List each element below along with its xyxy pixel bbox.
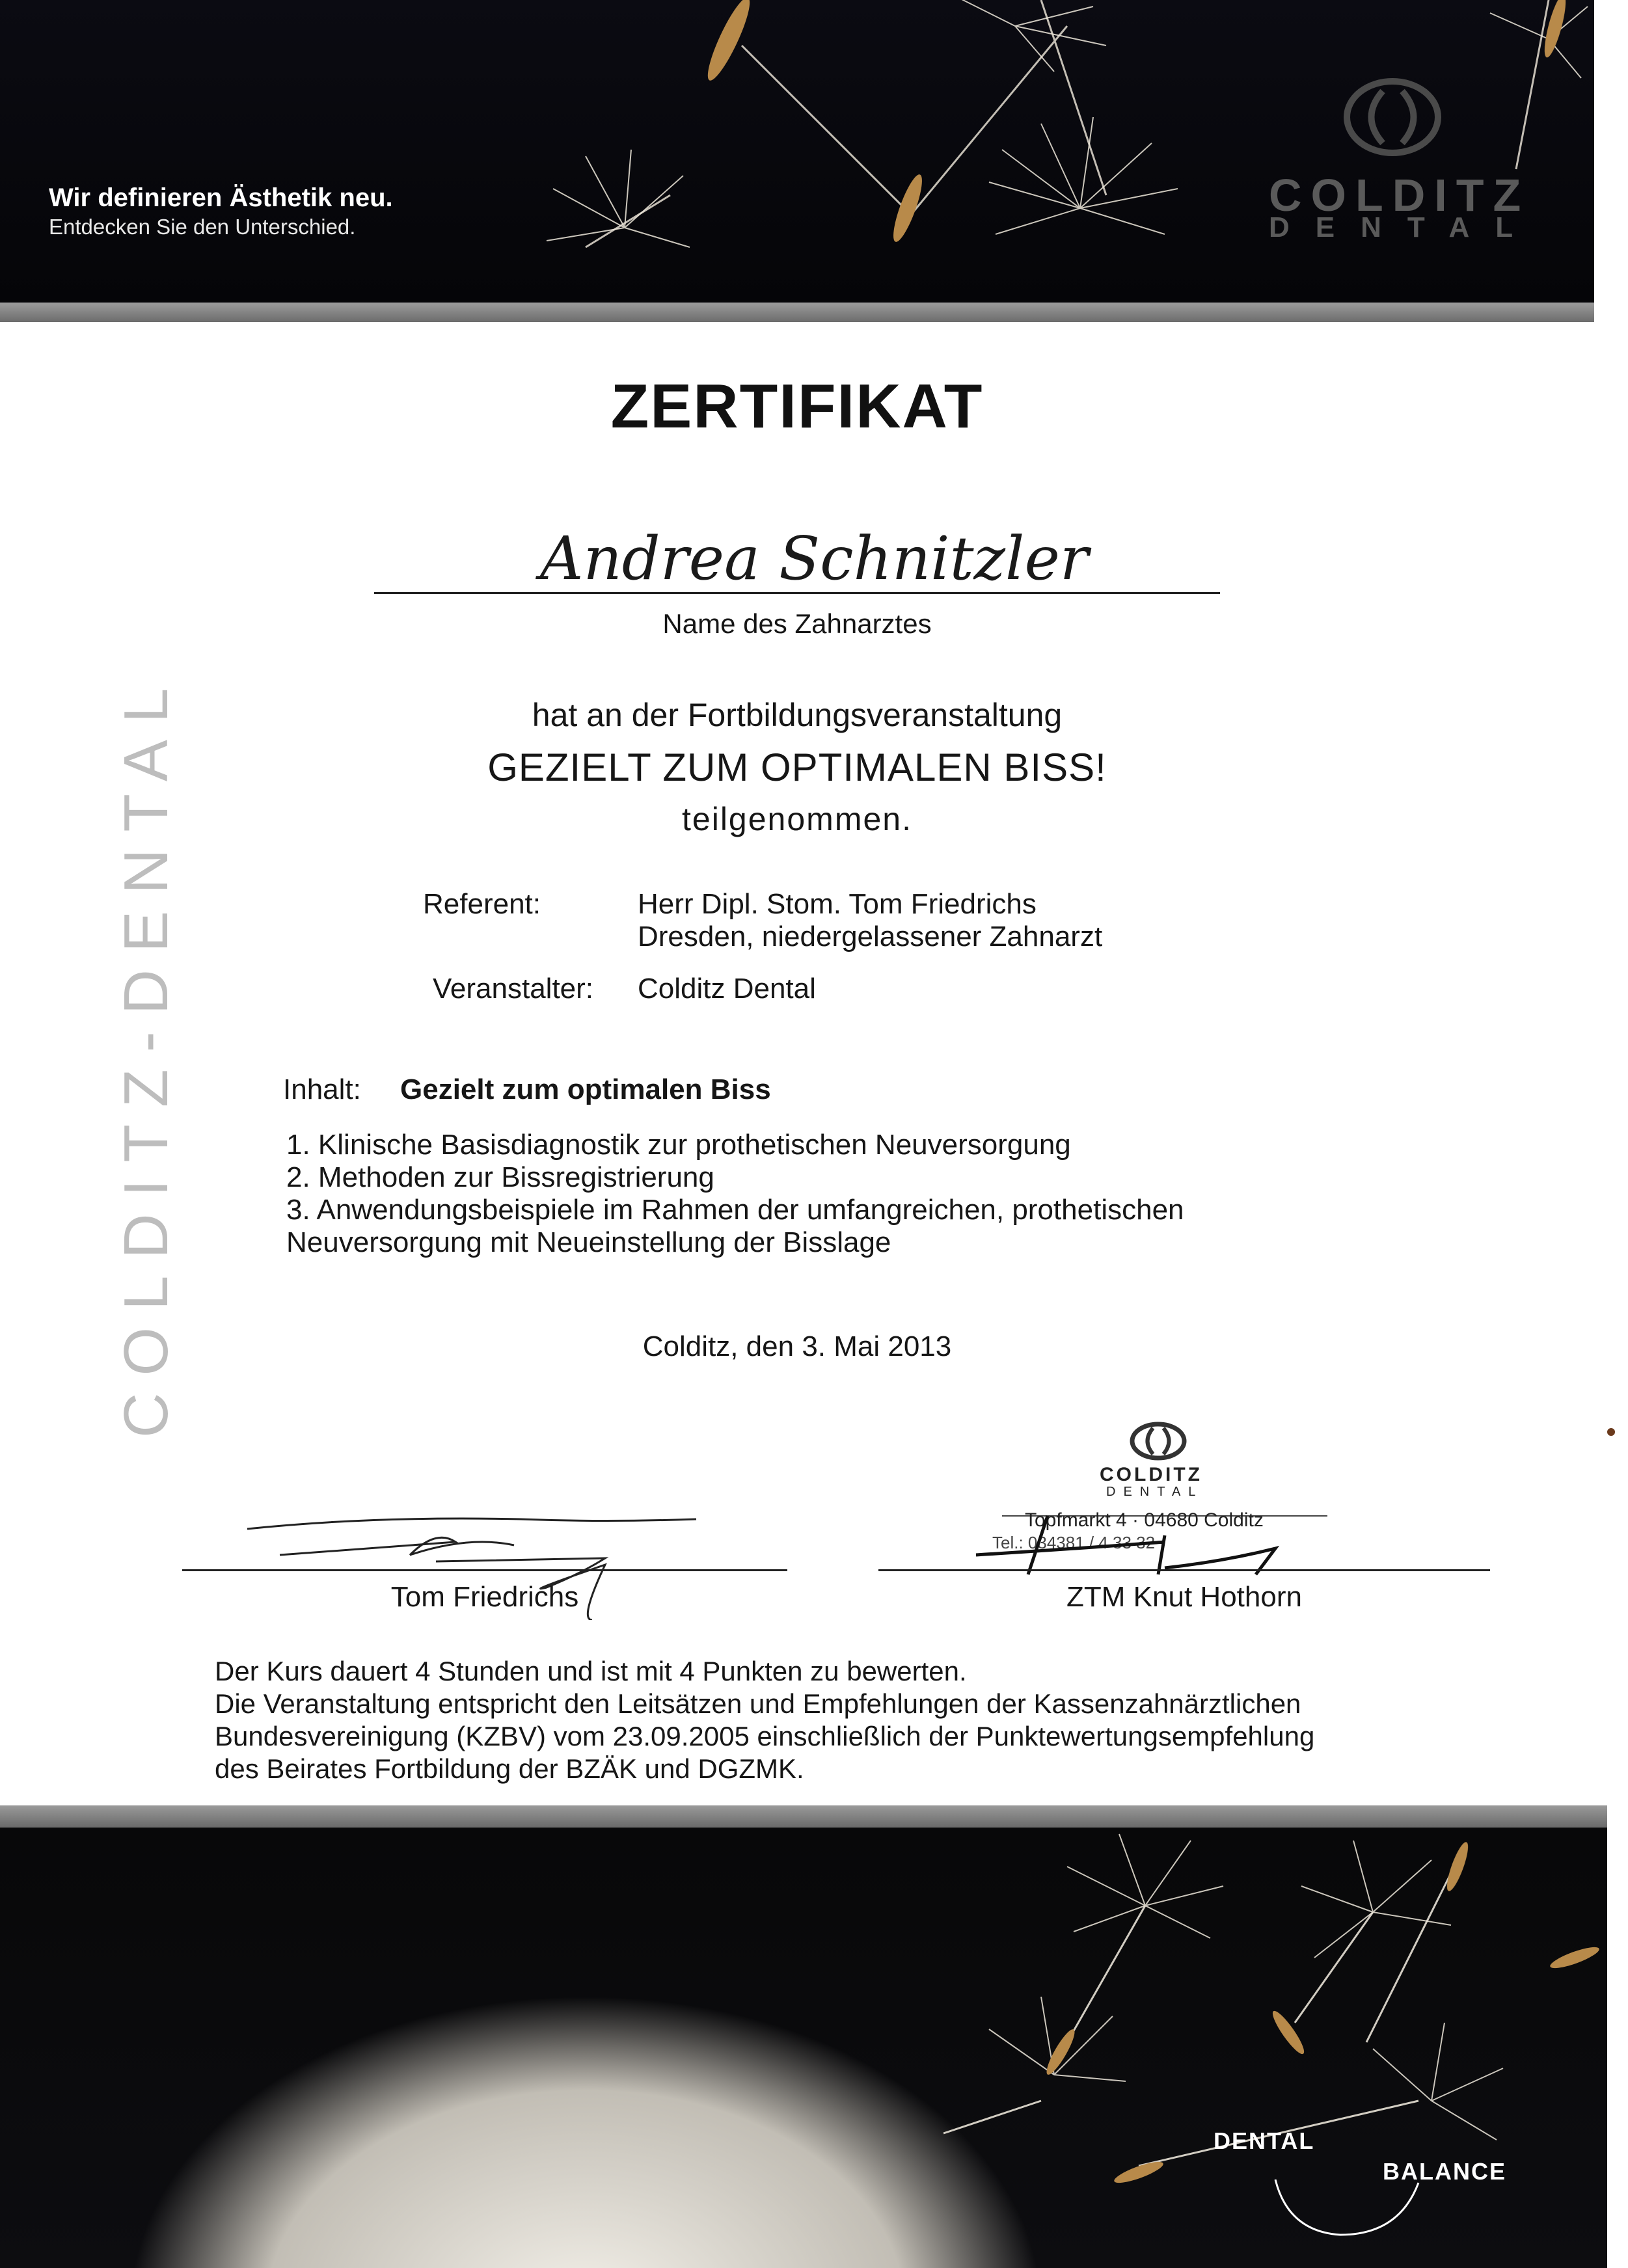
content-title: Gezielt zum optimalen Biss (400, 1073, 771, 1105)
bottom-grey-band (0, 1805, 1607, 1828)
stamp-brand: COLDITZ (1100, 1464, 1202, 1485)
organizer-value: Colditz Dental (638, 973, 816, 1005)
signature-name-right: ZTM Knut Hothorn (1066, 1581, 1302, 1613)
dental-balance-word-2: BALANCE (1383, 2158, 1506, 2185)
footnote-line: des Beirates Fortbildung der BZÄK und DGZMK. (215, 1753, 804, 1784)
content-label: Inhalt: (283, 1073, 361, 1105)
intro-line-2: teilgenommen. (682, 801, 912, 837)
referent-name: Herr Dipl. Stom. Tom Friedrichs (638, 888, 1037, 920)
participant-signature-text: Andrea Schnitzler (540, 524, 1089, 593)
name-underline (374, 592, 1220, 594)
participant-signature-drawing (534, 514, 1119, 599)
referent-label: Referent: (423, 888, 541, 920)
signature-right-drawing (950, 1464, 1314, 1581)
certificate-title: ZERTIFIKAT (610, 371, 984, 441)
participant-signature (534, 514, 1119, 599)
stamp-phone: Tel.: 034381 / 4 33 32 (992, 1533, 1156, 1552)
organizer-label: Veranstalter: (433, 973, 594, 1005)
scan-speck (1607, 1428, 1615, 1436)
event-title: GEZIELT ZUM OPTIMALEN BISS! (487, 746, 1107, 789)
footnote-line: Der Kurs dauert 4 Stunden und ist mit 4 Punkten zu bewerten. (215, 1656, 967, 1686)
colditz-logo (1262, 72, 1540, 267)
side-brand-text: COLDITZ-DENTAL (111, 671, 181, 1438)
signature-line-left (182, 1569, 787, 1571)
content-item: 2. Methoden zur Bissregistrierung (286, 1161, 714, 1193)
content-item: 3. Anwendungsbeispiele im Rahmen der umfangreichen, prothetischen (286, 1194, 1184, 1226)
stamp-address: Topfmarkt 4 · 04680 Colditz (1025, 1509, 1264, 1531)
footnote-line: Bundesvereinigung (KZBV) vom 23.09.2005 einschließlich der Punktewertungsempfehlung (215, 1721, 1315, 1751)
signature-line-right (878, 1569, 1490, 1571)
footnote-line: Die Veranstaltung entspricht den Leitsätzen und Empfehlungen der Kassenzahnärztlichen (215, 1688, 1301, 1719)
name-caption: Name des Zahnarztes (662, 608, 932, 639)
content-item-continuation: Neuversorgung mit Neueinstellung der Bisslage (286, 1226, 891, 1258)
content-item: 1. Klinische Basisdiagnostik zur prothetischen Neuversorgung (286, 1129, 1071, 1161)
header-subtagline: Entdecken Sie den Unterschied. (49, 215, 356, 239)
header-tagline: Wir definieren Ästhetik neu. (49, 183, 393, 212)
logo-subword: DENTAL (1269, 211, 1540, 243)
signature-name-left: Tom Friedrichs (390, 1581, 579, 1613)
signature-right (950, 1464, 1314, 1581)
intro-line-1: hat an der Fortbildungsveranstaltung (532, 697, 1063, 733)
stamp-subbrand: DENTAL (1106, 1485, 1204, 1499)
logo-word: COLDITZ (1269, 170, 1530, 221)
referent-detail: Dresden, niedergelassener Zahnarzt (638, 921, 1103, 952)
dental-balance-word-1: DENTAL (1214, 2127, 1315, 2154)
top-grey-band (0, 303, 1594, 322)
place-date: Colditz, den 3. Mai 2013 (642, 1330, 952, 1362)
